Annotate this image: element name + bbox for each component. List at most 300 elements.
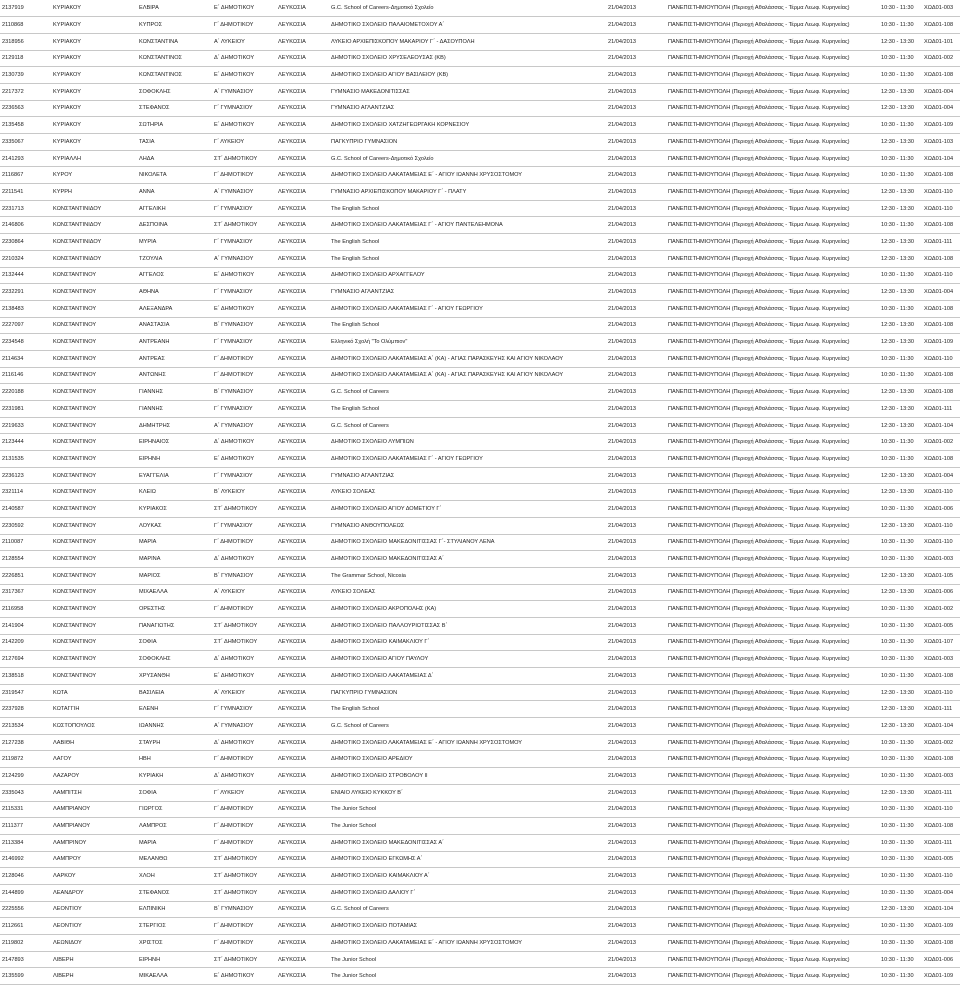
district-cell: ΛΕΥΚΩΣΙΑ: [276, 284, 329, 301]
surname-cell: ΛΑΜΠΙΤΣΗ: [51, 784, 137, 801]
exam-date-cell: 21/04/2013: [606, 584, 666, 601]
exam-time-cell: 10:30 - 11:30: [879, 768, 922, 785]
exam-time-cell: 12:30 - 13:30: [879, 83, 922, 100]
candidate-id-cell: 2137919: [0, 0, 51, 17]
room-code-cell: ΧΩΔ01-110: [922, 517, 960, 534]
district-cell: ΛΕΥΚΩΣΙΑ: [276, 868, 329, 885]
grade-cell: Γ΄ ΔΗΜΟΤΙΚΟΥ: [212, 350, 276, 367]
school-cell: ΓΥΜΝΑΣΙΟ ΑΡΧΙΕΠΙΣΚΟΠΟΥ ΜΑΚΑΡΙΟΥ Γ΄ - ΠΛΑΤΥ: [329, 184, 606, 201]
school-cell: ΓΥΜΝΑΣΙΟ ΑΝΘΟΥΠΟΛΕΩΣ: [329, 517, 606, 534]
grade-cell: Γ΄ ΓΥΜΝΑΣΙΟΥ: [212, 334, 276, 351]
first-name-cell: ΕΥΑΓΓΕΛΙΑ: [137, 467, 212, 484]
first-name-cell: ΛΟΥΚΑΣ: [137, 517, 212, 534]
exam-time-cell: 12:30 - 13:30: [879, 701, 922, 718]
exam-center-cell: ΠΑΝΕΠΙΣΤΗΜΙΟΥΠΟΛΗ (Περιοχή Αθαλάσσας - Τέρμα Λεωφ. Κυρηνείας): [666, 300, 879, 317]
surname-cell: ΚΩΤΑ: [51, 684, 137, 701]
surname-cell: ΚΩΝΣΤΑΝΤΙΝΙΔΟΥ: [51, 217, 137, 234]
school-cell: The Junior School: [329, 801, 606, 818]
grade-cell: Γ΄ ΓΥΜΝΑΣΙΟΥ: [212, 401, 276, 418]
district-cell: ΛΕΥΚΩΣΙΑ: [276, 818, 329, 835]
table-row: [0, 234, 960, 251]
exam-center-cell: ΠΑΝΕΠΙΣΤΗΜΙΟΥΠΟΛΗ (Περιοχή Αθαλάσσας - Τέρμα Λεωφ. Κυρηνείας): [666, 551, 879, 568]
table-row: [0, 50, 960, 67]
surname-cell: ΚΥΡΡΗ: [51, 184, 137, 201]
first-name-cell: ΑΝΝΑ: [137, 184, 212, 201]
exam-date-cell: 21/04/2013: [606, 17, 666, 34]
first-name-cell: ΓΙΑΝΝΗΣ: [137, 384, 212, 401]
surname-cell: ΚΩΝΣΤΑΝΤΙΝΟΥ: [51, 451, 137, 468]
grade-cell: Γ΄ ΔΗΜΟΤΙΚΟΥ: [212, 534, 276, 551]
school-cell: The Junior School: [329, 968, 606, 985]
surname-cell: ΚΩΝΣΤΑΝΤΙΝΟΥ: [51, 267, 137, 284]
first-name-cell: ΜΕΛΑΝΘΩ: [137, 851, 212, 868]
grade-cell: Γ΄ ΓΥΜΝΑΣΙΟΥ: [212, 467, 276, 484]
room-code-cell: ΧΩΔ01-104: [922, 417, 960, 434]
candidate-id-cell: 2217372: [0, 83, 51, 100]
district-cell: ΛΕΥΚΩΣΙΑ: [276, 467, 329, 484]
district-cell: ΛΕΥΚΩΣΙΑ: [276, 601, 329, 618]
district-cell: ΛΕΥΚΩΣΙΑ: [276, 884, 329, 901]
surname-cell: ΛΙΒΕΡΗ: [51, 968, 137, 985]
exam-time-cell: 10:30 - 11:30: [879, 834, 922, 851]
exam-time-cell: 12:30 - 13:30: [879, 784, 922, 801]
table-row: [0, 784, 960, 801]
grade-cell: Ε΄ ΔΗΜΟΤΙΚΟΥ: [212, 0, 276, 17]
surname-cell: ΚΥΡΟΥ: [51, 167, 137, 184]
first-name-cell: ΛΗΔΑ: [137, 150, 212, 167]
table-row: [0, 884, 960, 901]
first-name-cell: ΑΝΤΩΝΗΣ: [137, 367, 212, 384]
exam-date-cell: 21/04/2013: [606, 868, 666, 885]
table-row: [0, 300, 960, 317]
school-cell: The English School: [329, 200, 606, 217]
surname-cell: ΛΕΑΝΔΡΟΥ: [51, 884, 137, 901]
room-code-cell: ΧΩΔ01-003: [922, 0, 960, 17]
grade-cell: Γ΄ ΛΥΚΕΙΟΥ: [212, 134, 276, 151]
surname-cell: ΚΩΝΣΤΑΝΤΙΝΟΥ: [51, 284, 137, 301]
surname-cell: ΛΑΜΠΡΙΑΝΟΥ: [51, 801, 137, 818]
table-row: [0, 334, 960, 351]
district-cell: ΛΕΥΚΩΣΙΑ: [276, 401, 329, 418]
table-row: [0, 401, 960, 418]
table-row: [0, 484, 960, 501]
room-code-cell: ΧΩΔ01-110: [922, 484, 960, 501]
candidate-id-cell: 2237928: [0, 701, 51, 718]
first-name-cell: ΧΡΙΣΤΟΣ: [137, 935, 212, 952]
grade-cell: Δ΄ ΔΗΜΟΤΙΚΟΥ: [212, 434, 276, 451]
first-name-cell: ΑΝΤΡΕΑΝΗ: [137, 334, 212, 351]
district-cell: ΛΕΥΚΩΣΙΑ: [276, 567, 329, 584]
school-cell: ΔΗΜΟΤΙΚΟ ΣΧΟΛΕΙΟ ΕΓΚΩΜΗΣ Α΄: [329, 851, 606, 868]
exam-date-cell: 21/04/2013: [606, 551, 666, 568]
room-code-cell: ΧΩΔ01-004: [922, 884, 960, 901]
first-name-cell: ΚΩΝΣΤΑΝΤΙΝΟΣ: [137, 67, 212, 84]
exam-time-cell: 10:30 - 11:30: [879, 851, 922, 868]
surname-cell: ΛΑΓΟΥ: [51, 751, 137, 768]
surname-cell: ΚΩΝΣΤΑΝΤΙΝΟΥ: [51, 401, 137, 418]
exam-time-cell: 10:30 - 11:30: [879, 651, 922, 668]
room-code-cell: ΧΩΔ01-108: [922, 17, 960, 34]
exam-time-cell: 10:30 - 11:30: [879, 801, 922, 818]
candidate-id-cell: 2116958: [0, 601, 51, 618]
first-name-cell: ΣΟΦΟΚΛΗΣ: [137, 83, 212, 100]
exam-time-cell: 12:30 - 13:30: [879, 100, 922, 117]
first-name-cell: ΑΘΗΝΑ: [137, 284, 212, 301]
exam-date-cell: 21/04/2013: [606, 918, 666, 935]
exam-time-cell: 10:30 - 11:30: [879, 601, 922, 618]
room-code-cell: ΧΩΔ01-003: [922, 651, 960, 668]
school-cell: G.C. School of Careers: [329, 901, 606, 918]
exam-center-cell: ΠΑΝΕΠΙΣΤΗΜΙΟΥΠΟΛΗ (Περιοχή Αθαλάσσας - Τέρμα Λεωφ. Κυρηνείας): [666, 935, 879, 952]
school-cell: Ελληνικό Σχολή "Το Ολύμπιον": [329, 334, 606, 351]
grade-cell: ΣΤ΄ ΔΗΜΟΤΙΚΟΥ: [212, 501, 276, 518]
table-row: [0, 851, 960, 868]
surname-cell: ΛΑΜΠΡΙΝΟΥ: [51, 834, 137, 851]
surname-cell: ΚΥΡΙΑΚΟΥ: [51, 83, 137, 100]
district-cell: ΛΕΥΚΩΣΙΑ: [276, 350, 329, 367]
exam-time-cell: 10:30 - 11:30: [879, 617, 922, 634]
surname-cell: ΛΑΜΠΡΟΥ: [51, 851, 137, 868]
table-row: [0, 350, 960, 367]
first-name-cell: ΕΙΡΗΝΗ: [137, 451, 212, 468]
room-code-cell: ΧΩΔ01-108: [922, 384, 960, 401]
candidate-id-cell: 2113384: [0, 834, 51, 851]
surname-cell: ΚΩΝΣΤΑΝΤΙΝΟΥ: [51, 501, 137, 518]
exam-time-cell: 12:30 - 13:30: [879, 684, 922, 701]
surname-cell: ΚΩΝΣΤΑΝΤΙΝΟΥ: [51, 350, 137, 367]
exam-time-cell: 10:30 - 11:30: [879, 0, 922, 17]
table-row: [0, 718, 960, 735]
exam-date-cell: 21/04/2013: [606, 601, 666, 618]
table-row: [0, 551, 960, 568]
exam-time-cell: 12:30 - 13:30: [879, 134, 922, 151]
district-cell: ΛΕΥΚΩΣΙΑ: [276, 751, 329, 768]
school-cell: ΔΗΜΟΤΙΚΟ ΣΧΟΛΕΙΟ ΛΑΚΑΤΑΜΕΙΑΣ Δ΄: [329, 668, 606, 685]
candidate-id-cell: 2335043: [0, 784, 51, 801]
room-code-cell: ΧΩΔ01-101: [922, 33, 960, 50]
first-name-cell: ΙΩΑΝΝΗΣ: [137, 718, 212, 735]
exam-time-cell: 10:30 - 11:30: [879, 167, 922, 184]
exam-date-cell: 21/04/2013: [606, 851, 666, 868]
exam-date-cell: 21/04/2013: [606, 801, 666, 818]
surname-cell: ΚΥΡΙΑΚΟΥ: [51, 100, 137, 117]
surname-cell: ΚΩΝΣΤΑΝΤΙΝΟΥ: [51, 534, 137, 551]
table-row: [0, 167, 960, 184]
exam-date-cell: 21/04/2013: [606, 434, 666, 451]
surname-cell: ΚΥΡΙΑΚΟΥ: [51, 0, 137, 17]
exam-center-cell: ΠΑΝΕΠΙΣΤΗΜΙΟΥΠΟΛΗ (Περιοχή Αθαλάσσας - Τέρμα Λεωφ. Κυρηνείας): [666, 451, 879, 468]
exam-time-cell: 10:30 - 11:30: [879, 150, 922, 167]
room-code-cell: ΧΩΔ01-002: [922, 734, 960, 751]
surname-cell: ΚΩΝΣΤΑΝΤΙΝΟΥ: [51, 367, 137, 384]
first-name-cell: ΓΙΑΝΝΗΣ: [137, 401, 212, 418]
grade-cell: Ε΄ ΔΗΜΟΤΙΚΟΥ: [212, 968, 276, 985]
room-code-cell: ΧΩΔ01-110: [922, 801, 960, 818]
district-cell: ΛΕΥΚΩΣΙΑ: [276, 83, 329, 100]
room-code-cell: ΧΩΔ01-108: [922, 250, 960, 267]
exam-time-cell: 10:30 - 11:30: [879, 634, 922, 651]
surname-cell: ΚΥΡΙΑΚΟΥ: [51, 117, 137, 134]
candidate-id-cell: 2226851: [0, 567, 51, 584]
room-code-cell: ΧΩΔ01-103: [922, 134, 960, 151]
district-cell: ΛΕΥΚΩΣΙΑ: [276, 217, 329, 234]
exam-center-cell: ΠΑΝΕΠΙΣΤΗΜΙΟΥΠΟΛΗ (Περιοχή Αθαλάσσας - Τέρμα Λεωφ. Κυρηνείας): [666, 567, 879, 584]
school-cell: ΓΥΜΝΑΣΙΟ ΑΓΛΑΝΤΖΙΑΣ: [329, 284, 606, 301]
surname-cell: ΚΥΡΙΑΚΟΥ: [51, 50, 137, 67]
exam-time-cell: 10:30 - 11:30: [879, 350, 922, 367]
exam-time-cell: 10:30 - 11:30: [879, 117, 922, 134]
exam-center-cell: ΠΑΝΕΠΙΣΤΗΜΙΟΥΠΟΛΗ (Περιοχή Αθαλάσσας - Τέρμα Λεωφ. Κυρηνείας): [666, 83, 879, 100]
district-cell: ΛΕΥΚΩΣΙΑ: [276, 250, 329, 267]
district-cell: ΛΕΥΚΩΣΙΑ: [276, 117, 329, 134]
surname-cell: ΚΩΝΣΤΑΝΤΙΝΟΥ: [51, 668, 137, 685]
school-cell: G.C. School of Careers-Δημοτικό Σχολείο: [329, 0, 606, 17]
grade-cell: ΣΤ΄ ΔΗΜΟΤΙΚΟΥ: [212, 851, 276, 868]
candidate-id-cell: 2114634: [0, 350, 51, 367]
room-code-cell: ΧΩΔ01-110: [922, 684, 960, 701]
exam-center-cell: ΠΑΝΕΠΙΣΤΗΜΙΟΥΠΟΛΗ (Περιοχή Αθαλάσσας - Τέρμα Λεωφ. Κυρηνείας): [666, 968, 879, 985]
district-cell: ΛΕΥΚΩΣΙΑ: [276, 768, 329, 785]
exam-date-cell: 21/04/2013: [606, 33, 666, 50]
table-row: [0, 801, 960, 818]
district-cell: ΛΕΥΚΩΣΙΑ: [276, 634, 329, 651]
table-row: [0, 601, 960, 618]
candidate-id-cell: 2231713: [0, 200, 51, 217]
district-cell: ΛΕΥΚΩΣΙΑ: [276, 684, 329, 701]
school-cell: The English School: [329, 701, 606, 718]
grade-cell: Δ΄ ΔΗΜΟΤΙΚΟΥ: [212, 50, 276, 67]
room-code-cell: ΧΩΔ01-002: [922, 601, 960, 618]
exam-center-cell: ΠΑΝΕΠΙΣΤΗΜΙΟΥΠΟΛΗ (Περιοχή Αθαλάσσας - Τέρμα Λεωφ. Κυρηνείας): [666, 851, 879, 868]
exam-date-cell: 21/04/2013: [606, 834, 666, 851]
school-cell: ΔΗΜΟΤΙΚΟ ΣΧΟΛΕΙΟ ΚΑΙΜΑΚΛΙΟΥ Α΄: [329, 868, 606, 885]
district-cell: ΛΕΥΚΩΣΙΑ: [276, 234, 329, 251]
candidate-id-cell: 2144899: [0, 884, 51, 901]
table-row: [0, 451, 960, 468]
district-cell: ΛΕΥΚΩΣΙΑ: [276, 67, 329, 84]
room-code-cell: ΧΩΔ01-108: [922, 317, 960, 334]
surname-cell: ΚΩΣΤΟΠΟΥΛΟΣ: [51, 718, 137, 735]
exam-date-cell: 21/04/2013: [606, 384, 666, 401]
first-name-cell: ΜΙΧΑΕΛΛΑ: [137, 584, 212, 601]
grade-cell: Γ΄ ΔΗΜΟΤΙΚΟΥ: [212, 935, 276, 952]
exam-center-cell: ΠΑΝΕΠΙΣΤΗΜΙΟΥΠΟΛΗ (Περιοχή Αθαλάσσας - Τέρμα Λεωφ. Κυρηνείας): [666, 17, 879, 34]
school-cell: ΔΗΜΟΤΙΚΟ ΣΧΟΛΕΙΟ ΜΑΚΕΔΟΝΙΤΙΣΣΑΣ Γ΄- ΣΤΥΛΙΑΝΟΥ ΛΕΝΑ: [329, 534, 606, 551]
surname-cell: ΛΕΟΝΤΙΟΥ: [51, 918, 137, 935]
candidate-id-cell: 2146806: [0, 217, 51, 234]
first-name-cell: ΕΙΡΗΝΗ: [137, 951, 212, 968]
exam-center-cell: ΠΑΝΕΠΙΣΤΗΜΙΟΥΠΟΛΗ (Περιοχή Αθαλάσσας - Τέρμα Λεωφ. Κυρηνείας): [666, 267, 879, 284]
room-code-cell: ΧΩΔ01-108: [922, 67, 960, 84]
table-row: [0, 100, 960, 117]
first-name-cell: ΑΓΓΕΛΟΣ: [137, 267, 212, 284]
district-cell: ΛΕΥΚΩΣΙΑ: [276, 718, 329, 735]
candidate-id-cell: 2123444: [0, 434, 51, 451]
exam-time-cell: 10:30 - 11:30: [879, 751, 922, 768]
table-row: [0, 768, 960, 785]
district-cell: ΛΕΥΚΩΣΙΑ: [276, 801, 329, 818]
grade-cell: Β΄ ΓΥΜΝΑΣΙΟΥ: [212, 317, 276, 334]
exam-center-cell: ΠΑΝΕΠΙΣΤΗΜΙΟΥΠΟΛΗ (Περιοχή Αθαλάσσας - Τέρμα Λεωφ. Κυρηνείας): [666, 284, 879, 301]
exam-time-cell: 12:30 - 13:30: [879, 317, 922, 334]
school-cell: ΔΗΜΟΤΙΚΟ ΣΧΟΛΕΙΟ ΣΤΡΟΒΟΛΟΥ ΙΙ: [329, 768, 606, 785]
district-cell: ΛΕΥΚΩΣΙΑ: [276, 701, 329, 718]
exam-center-cell: ΠΑΝΕΠΙΣΤΗΜΙΟΥΠΟΛΗ (Περιοχή Αθαλάσσας - Τέρμα Λεωφ. Κυρηνείας): [666, 434, 879, 451]
exam-date-cell: 21/04/2013: [606, 234, 666, 251]
candidate-id-cell: 2140587: [0, 501, 51, 518]
room-code-cell: ΧΩΔ01-108: [922, 818, 960, 835]
school-cell: ΔΗΜΟΤΙΚΟ ΣΧΟΛΕΙΟ ΑΚΡΟΠΟΛΗΣ (ΚΑ): [329, 601, 606, 618]
table-row: [0, 684, 960, 701]
first-name-cell: ΣΤΑΥΡΗ: [137, 734, 212, 751]
table-row: [0, 117, 960, 134]
exam-date-cell: 21/04/2013: [606, 884, 666, 901]
exam-center-cell: ΠΑΝΕΠΙΣΤΗΜΙΟΥΠΟΛΗ (Περιοχή Αθαλάσσας - Τέρμα Λεωφ. Κυρηνείας): [666, 601, 879, 618]
district-cell: ΛΕΥΚΩΣΙΑ: [276, 17, 329, 34]
grade-cell: Γ΄ ΓΥΜΝΑΣΙΟΥ: [212, 234, 276, 251]
exam-date-cell: 21/04/2013: [606, 935, 666, 952]
school-cell: ΛΥΚΕΙΟ ΣΟΛΕΑΣ: [329, 484, 606, 501]
exam-time-cell: 12:30 - 13:30: [879, 200, 922, 217]
candidate-id-cell: 2124299: [0, 768, 51, 785]
first-name-cell: ΤΑΣΙΑ: [137, 134, 212, 151]
first-name-cell: ΓΙΩΡΓΟΣ: [137, 801, 212, 818]
first-name-cell: ΕΛΒΙΡΑ: [137, 0, 212, 17]
first-name-cell: ΚΥΡΙΑΚΗ: [137, 768, 212, 785]
school-cell: ΔΗΜΟΤΙΚΟ ΣΧΟΛΕΙΟ ΑΓΙΟΥ ΒΑΣΙΛΕΙΟΥ (ΚΒ): [329, 67, 606, 84]
room-code-cell: ΧΩΔ01-110: [922, 184, 960, 201]
grade-cell: Α΄ ΛΥΚΕΙΟΥ: [212, 584, 276, 601]
room-code-cell: ΧΩΔ01-104: [922, 718, 960, 735]
room-code-cell: ΧΩΔ01-003: [922, 768, 960, 785]
exam-date-cell: 21/04/2013: [606, 951, 666, 968]
grade-cell: Ε΄ ΔΗΜΟΤΙΚΟΥ: [212, 267, 276, 284]
first-name-cell: ΚΩΝΣΤΑΝΤΙΝΑ: [137, 33, 212, 50]
exam-time-cell: 10:30 - 11:30: [879, 17, 922, 34]
exam-time-cell: 10:30 - 11:30: [879, 451, 922, 468]
exam-date-cell: 21/04/2013: [606, 367, 666, 384]
table-row: [0, 918, 960, 935]
school-cell: The English School: [329, 317, 606, 334]
candidate-id-cell: 2127694: [0, 651, 51, 668]
district-cell: ΛΕΥΚΩΣΙΑ: [276, 33, 329, 50]
exam-date-cell: 21/04/2013: [606, 451, 666, 468]
exam-center-cell: ΠΑΝΕΠΙΣΤΗΜΙΟΥΠΟΛΗ (Περιοχή Αθαλάσσας - Τέρμα Λεωφ. Κυρηνείας): [666, 350, 879, 367]
grade-cell: Α΄ ΛΥΚΕΙΟΥ: [212, 33, 276, 50]
exam-time-cell: 10:30 - 11:30: [879, 734, 922, 751]
table-row: [0, 0, 960, 17]
first-name-cell: ΚΥΠΡΟΣ: [137, 17, 212, 34]
surname-cell: ΚΩΝΣΤΑΝΤΙΝΟΥ: [51, 434, 137, 451]
candidate-id-cell: 2135599: [0, 968, 51, 985]
table-row: [0, 434, 960, 451]
grade-cell: ΣΤ΄ ΔΗΜΟΤΙΚΟΥ: [212, 884, 276, 901]
exam-center-cell: ΠΑΝΕΠΙΣΤΗΜΙΟΥΠΟΛΗ (Περιοχή Αθαλάσσας - Τέρμα Λεωφ. Κυρηνείας): [666, 200, 879, 217]
room-code-cell: ΧΩΔ01-110: [922, 534, 960, 551]
district-cell: ΛΕΥΚΩΣΙΑ: [276, 0, 329, 17]
school-cell: ΔΗΜΟΤΙΚΟ ΣΧΟΛΕΙΟ ΛΑΚΑΤΑΜΕΙΑΣ Ε΄ - ΑΓΙΟΥ ΙΩΑΝΝΗ ΧΡΥΣΟΣΤΟΜΟΥ: [329, 167, 606, 184]
surname-cell: ΚΩΝΣΤΑΝΤΙΝΟΥ: [51, 317, 137, 334]
candidate-id-cell: 2213534: [0, 718, 51, 735]
exam-center-cell: ΠΑΝΕΠΙΣΤΗΜΙΟΥΠΟΛΗ (Περιοχή Αθαλάσσας - Τέρμα Λεωφ. Κυρηνείας): [666, 718, 879, 735]
grade-cell: Γ΄ ΔΗΜΟΤΙΚΟΥ: [212, 367, 276, 384]
room-code-cell: ΧΩΔ01-110: [922, 200, 960, 217]
first-name-cell: ΜΑΡΙΟΣ: [137, 567, 212, 584]
surname-cell: ΛΕΩΝΙΔΟΥ: [51, 935, 137, 952]
first-name-cell: ΜΑΡΙΝΑ: [137, 551, 212, 568]
surname-cell: ΚΩΝΣΤΑΝΤΙΝΟΥ: [51, 601, 137, 618]
exam-date-cell: 21/04/2013: [606, 150, 666, 167]
grade-cell: Β΄ ΛΥΚΕΙΟΥ: [212, 484, 276, 501]
candidate-id-cell: 2131535: [0, 451, 51, 468]
exam-center-cell: ΠΑΝΕΠΙΣΤΗΜΙΟΥΠΟΛΗ (Περιοχή Αθαλάσσας - Τέρμα Λεωφ. Κυρηνείας): [666, 467, 879, 484]
district-cell: ΛΕΥΚΩΣΙΑ: [276, 184, 329, 201]
district-cell: ΛΕΥΚΩΣΙΑ: [276, 617, 329, 634]
school-cell: G.C. School of Careers: [329, 718, 606, 735]
first-name-cell: ΑΛΕΞΑΝΔΡΑ: [137, 300, 212, 317]
exam-date-cell: 21/04/2013: [606, 684, 666, 701]
school-cell: ΔΗΜΟΤΙΚΟ ΣΧΟΛΕΙΟ ΛΑΚΑΤΑΜΕΙΑΣ Γ΄ - ΑΓΙΟΥ ΓΕΩΡΓΙΟΥ: [329, 300, 606, 317]
school-cell: ΔΗΜΟΤΙΚΟ ΣΧΟΛΕΙΟ ΛΥΜΠΙΩΝ: [329, 434, 606, 451]
exam-time-cell: 12:30 - 13:30: [879, 284, 922, 301]
school-cell: ΔΗΜΟΤΙΚΟ ΣΧΟΛΕΙΟ ΛΑΚΑΤΑΜΕΙΑΣ Γ΄ - ΑΓΙΟΥ ΠΑΝΤΕΛΕΗΜΟΝΑ: [329, 217, 606, 234]
table-row: [0, 184, 960, 201]
grade-cell: Δ΄ ΔΗΜΟΤΙΚΟΥ: [212, 551, 276, 568]
table-row: [0, 701, 960, 718]
school-cell: ΓΥΜΝΑΣΙΟ ΑΓΛΑΝΤΖΙΑΣ: [329, 467, 606, 484]
exam-time-cell: 10:30 - 11:30: [879, 868, 922, 885]
room-code-cell: ΧΩΔ01-002: [922, 434, 960, 451]
exam-time-cell: 12:30 - 13:30: [879, 33, 922, 50]
exam-center-cell: ΠΑΝΕΠΙΣΤΗΜΙΟΥΠΟΛΗ (Περιοχή Αθαλάσσας - Τέρμα Λεωφ. Κυρηνείας): [666, 100, 879, 117]
table-row: [0, 567, 960, 584]
room-code-cell: ΧΩΔ01-105: [922, 567, 960, 584]
grade-cell: Ε΄ ΔΗΜΟΤΙΚΟΥ: [212, 67, 276, 84]
candidate-id-cell: 2119872: [0, 751, 51, 768]
district-cell: ΛΕΥΚΩΣΙΑ: [276, 901, 329, 918]
first-name-cell: ΚΛΕΙΩ: [137, 484, 212, 501]
table-row: [0, 33, 960, 50]
candidate-id-cell: 2128046: [0, 868, 51, 885]
room-code-cell: ΧΩΔ01-108: [922, 367, 960, 384]
first-name-cell: ΣΟΦΙΑ: [137, 634, 212, 651]
district-cell: ΛΕΥΚΩΣΙΑ: [276, 167, 329, 184]
surname-cell: ΚΥΡΙΑΚΟΥ: [51, 33, 137, 50]
grade-cell: Γ΄ ΓΥΜΝΑΣΙΟΥ: [212, 701, 276, 718]
exam-time-cell: 10:30 - 11:30: [879, 551, 922, 568]
exam-center-cell: ΠΑΝΕΠΙΣΤΗΜΙΟΥΠΟΛΗ (Περιοχή Αθαλάσσας - Τέρμα Λεωφ. Κυρηνείας): [666, 334, 879, 351]
exam-center-cell: ΠΑΝΕΠΙΣΤΗΜΙΟΥΠΟΛΗ (Περιοχή Αθαλάσσας - Τέρμα Λεωφ. Κυρηνείας): [666, 0, 879, 17]
exam-date-cell: 21/04/2013: [606, 501, 666, 518]
school-cell: ΔΗΜΟΤΙΚΟ ΣΧΟΛΕΙΟ ΛΑΚΑΤΑΜΕΙΑΣ Α΄ (ΚΑ) - ΑΓΙΑΣ ΠΑΡΑΣΚΕΥΗΣ ΚΑΙ ΑΓΙΟΥ ΝΙΚΟΛΑΟΥ: [329, 367, 606, 384]
exam-date-cell: 21/04/2013: [606, 818, 666, 835]
exam-center-cell: ΠΑΝΕΠΙΣΤΗΜΙΟΥΠΟΛΗ (Περιοχή Αθαλάσσας - Τέρμα Λεωφ. Κυρηνείας): [666, 818, 879, 835]
exam-center-cell: ΠΑΝΕΠΙΣΤΗΜΙΟΥΠΟΛΗ (Περιοχή Αθαλάσσας - Τέρμα Λεωφ. Κυρηνείας): [666, 684, 879, 701]
grade-cell: Γ΄ ΔΗΜΟΤΙΚΟΥ: [212, 751, 276, 768]
exam-date-cell: 21/04/2013: [606, 617, 666, 634]
exam-center-cell: ΠΑΝΕΠΙΣΤΗΜΙΟΥΠΟΛΗ (Περιοχή Αθαλάσσας - Τέρμα Λεωφ. Κυρηνείας): [666, 668, 879, 685]
grade-cell: Α΄ ΓΥΜΝΑΣΙΟΥ: [212, 417, 276, 434]
surname-cell: ΚΩΝΣΤΑΝΤΙΝΙΔΟΥ: [51, 250, 137, 267]
table-row: [0, 367, 960, 384]
exam-date-cell: 21/04/2013: [606, 567, 666, 584]
grade-cell: Ε΄ ΔΗΜΟΤΙΚΟΥ: [212, 668, 276, 685]
table-row: [0, 317, 960, 334]
surname-cell: ΚΩΝΣΤΑΝΤΙΝΙΔΟΥ: [51, 234, 137, 251]
table-row: [0, 250, 960, 267]
exam-date-cell: 21/04/2013: [606, 701, 666, 718]
first-name-cell: ΣΟΦΙΑ: [137, 784, 212, 801]
